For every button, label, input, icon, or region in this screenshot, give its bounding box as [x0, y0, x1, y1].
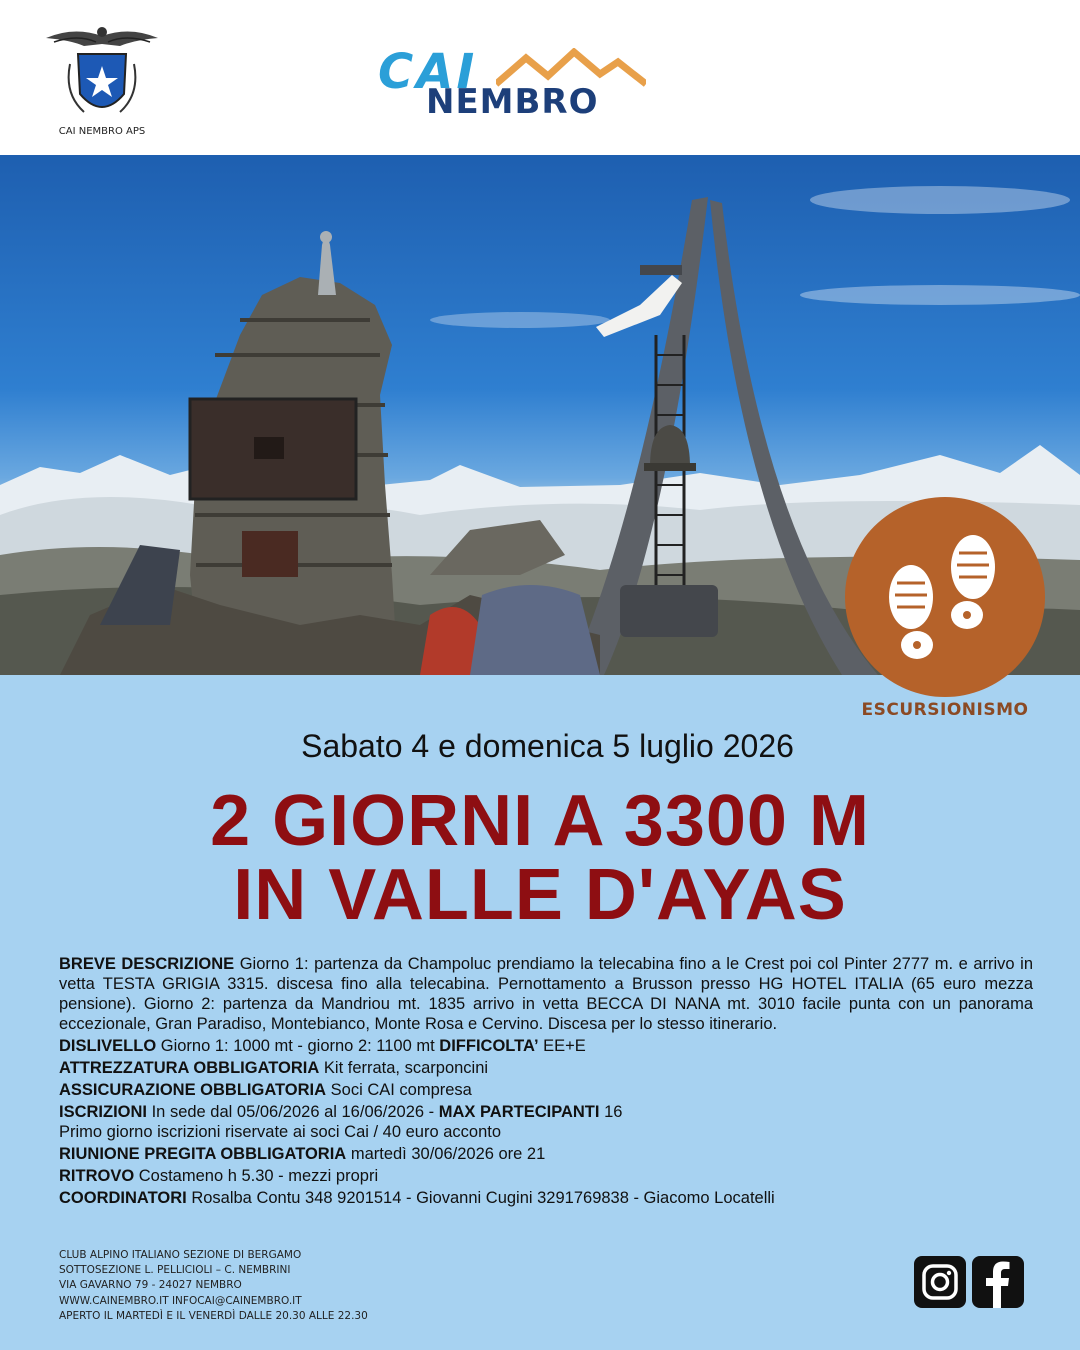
attrezzatura-text: Kit ferrata, scarponcini [319, 1059, 489, 1077]
difficolta-text: EE+E [538, 1037, 586, 1055]
footer-line-1: CLUB ALPINO ITALIANO SEZIONE DI BERGAMO [59, 1249, 302, 1261]
riunione-text: martedì 30/06/2026 ore 21 [346, 1145, 546, 1163]
footer-contact [59, 1248, 368, 1324]
activity-badge [845, 497, 1045, 697]
brand-cai-text: CAI [378, 44, 478, 100]
cai-nembro-logo [376, 42, 666, 128]
facebook-icon[interactable] [972, 1256, 1024, 1308]
org-caption: CAI NEMBRO APS [58, 126, 146, 137]
footprints-icon [845, 497, 1045, 697]
coordinatori-label: COORDINATORI [59, 1189, 187, 1207]
dislivello-label: DISLIVELLO [59, 1037, 157, 1055]
attrezzatura-label: ATTREZZATURA OBBLIGATORIA [59, 1059, 320, 1077]
ritrovo-row [59, 1166, 1033, 1186]
attrezzatura-row [59, 1058, 1033, 1078]
ritrovo-label: RITROVO [59, 1167, 135, 1185]
description-paragraph [59, 954, 1033, 1034]
footer-line-5: APERTO IL MARTEDÌ E IL VENERDÌ DALLE 20.30 ALLE 22.30 [59, 1309, 368, 1322]
riunione-row [59, 1144, 1033, 1164]
coordinatori-text: Rosalba Contu 348 9201514 - Giovanni Cugini 3291769838 - Giacomo Locatelli [186, 1189, 775, 1207]
badge-label: ESCURSIONISMO [861, 700, 1029, 720]
description-text: Giorno 1: partenza da Champoluc prendiamo la telecabina fino a le Crest poi col Pinter 2777 m. e arrivo in vetta TESTA GRIGIA 3315. discesa fino alla telecabina. Pernottamento a Brusson presso HG HOTEL ITALIA (65 euro mezza pensione). Giorno 2: partenza da Mandriou mt. 1835 arrivo in vetta BECCA DI NANA mt. 3010 facile punta con un panorama eccezionale, Gran Paradiso, Montebianco, Monte Rosa e Cervino. Discesa per lo stesso itinerario. [59, 955, 1033, 1033]
footer-line-3: VIA GAVARNO 79 - 24027 NEMBRO [59, 1279, 242, 1292]
max-partecipanti-text: 16 [599, 1103, 623, 1121]
dislivello-text: Giorno 1: 1000 mt - giorno 2: 1100 mt [156, 1037, 440, 1055]
max-partecipanti-label: MAX PARTECIPANTI [438, 1103, 600, 1121]
event-title [0, 781, 1080, 935]
instagram-icon[interactable] [914, 1256, 966, 1308]
difficolta-label: DIFFICOLTA’ [439, 1037, 539, 1055]
footer-line-2: SOTTOSEZIONE L. PELLICIOLI – C. NEMBRINI [59, 1264, 291, 1277]
title-line-1: 2 GIORNI A 3300 M [210, 781, 870, 861]
footer-line-4[interactable]: WWW.CAINEMBRO.IT INFOCAI@CAINEMBRO.IT [59, 1294, 302, 1307]
assicurazione-row [59, 1080, 1033, 1100]
iscrizioni-label: ISCRIZIONI [59, 1103, 148, 1121]
event-details [59, 954, 1033, 1210]
assicurazione-label: ASSICURAZIONE OBBLIGATORIA [59, 1081, 327, 1099]
description-label: BREVE DESCRIZIONE [59, 955, 235, 973]
ritrovo-text: Costameno h 5.30 - mezzi propri [134, 1167, 379, 1185]
assicurazione-text: Soci CAI compresa [326, 1081, 472, 1099]
brand-nembro-text: NEMBRO [426, 82, 599, 122]
event-date: Sabato 4 e domenica 5 luglio 2026 [301, 728, 794, 764]
riunione-label: RIUNIONE PREGITA OBBLIGATORIA [59, 1145, 347, 1163]
title-line-2: IN VALLE D'AYAS [233, 855, 847, 935]
header [0, 0, 1080, 155]
iscrizioni-row [59, 1102, 1033, 1142]
iscrizioni-note: Primo giorno iscrizioni riservate ai soci Cai / 40 euro acconto [59, 1123, 502, 1141]
dislivello-row [59, 1036, 1033, 1056]
coordinatori-row [59, 1188, 1033, 1208]
iscrizioni-text: In sede dal 05/06/2026 al 16/06/2026 - [147, 1103, 439, 1121]
cai-eagle-emblem [44, 24, 160, 124]
